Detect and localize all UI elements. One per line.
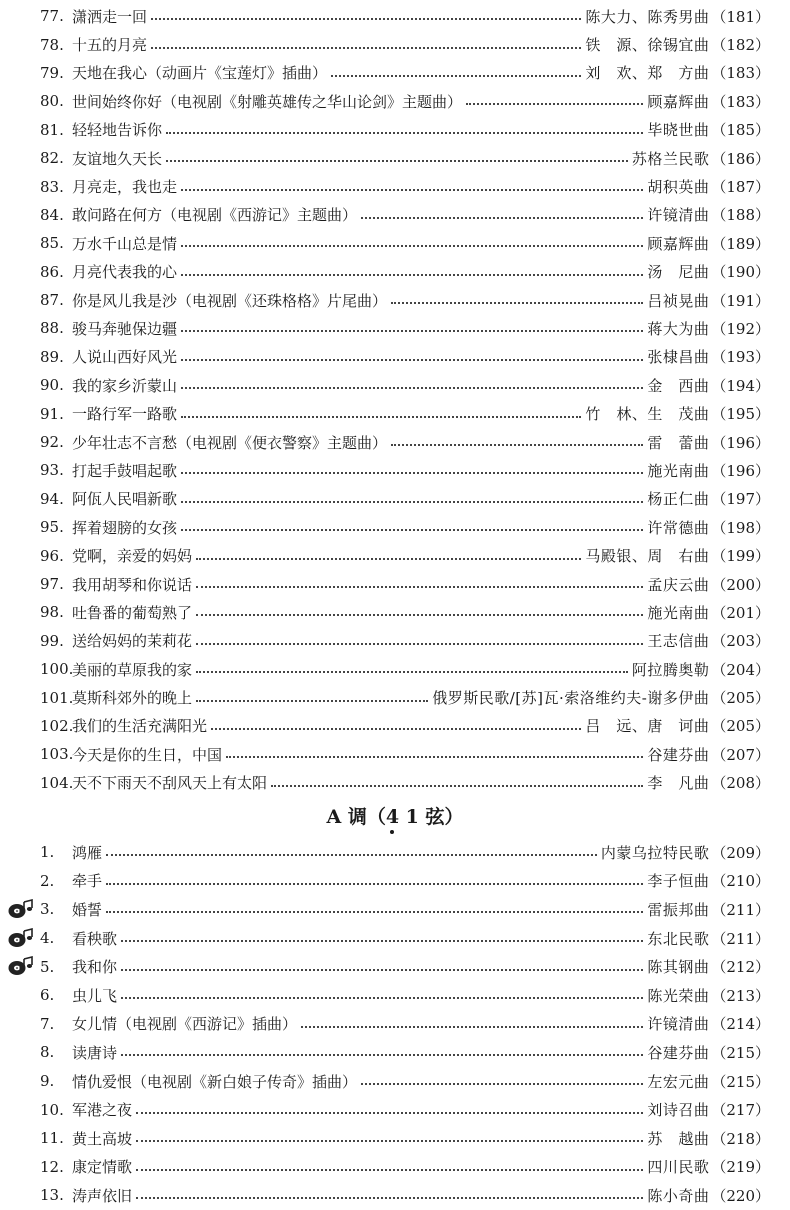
composer-credit: 吕祯晃曲 [647,291,710,310]
toc-entry[interactable] [0,1124,790,1153]
entry-number: 5. [40,957,55,976]
page-number: （186） [711,149,770,168]
toc-entry[interactable] [0,981,790,1010]
entry-body [72,1156,770,1177]
entry-number: 78. [40,35,64,54]
song-title: 我的家乡沂蒙山 [72,376,178,395]
song-title: 鸿雁 [72,843,103,862]
page-number: （196） [711,433,770,452]
toc-entry[interactable] [0,201,790,229]
dot-leader [196,643,643,645]
entry-body [72,403,770,424]
entry-number: 94. [40,489,64,508]
toc-entry[interactable] [0,838,790,867]
page-number: （215） [711,1043,770,1062]
composer-credit: 四川民歌 [647,1158,710,1177]
toc-entry[interactable] [0,1095,790,1124]
dot-leader [151,47,581,49]
section-heading-suffix: 弦） [418,806,464,828]
entry-body [72,659,770,680]
entry-number: 4. [40,929,55,948]
entry-number: 101. [40,688,74,707]
dot-leader [181,274,643,276]
entry-number: 79. [40,63,64,82]
song-title: 我用胡琴和你说话 [72,575,193,594]
toc-entry[interactable] [0,87,790,115]
dot-leader [181,529,643,531]
toc-entry[interactable] [0,683,790,711]
composer-credit: 李 凡曲 [647,774,710,793]
entry-number: 104. [40,773,74,792]
composer-credit: 顾嘉辉曲 [647,92,710,111]
dot-leader [136,1197,643,1199]
toc-entry[interactable] [0,371,790,399]
dot-leader [136,1169,643,1171]
song-title: 世间始终你好（电视剧《射雕英雄传之华山论剑》主题曲） [72,92,463,111]
composer-credit: 雷 蕾曲 [647,433,710,452]
song-title: 打起手鼓唱起歌 [72,461,178,480]
song-title: 月亮走，我也走 [72,178,178,197]
entry-body [72,870,770,891]
entry-body [72,715,770,736]
dot-leader [181,472,643,474]
dot-leader [226,756,643,758]
entry-number: 2. [40,871,55,890]
dot-leader [121,997,643,999]
toc-entry[interactable] [0,456,790,484]
dot-leader [121,1054,643,1056]
song-title: 人说山西好风光 [72,348,178,367]
toc-entry[interactable] [0,314,790,342]
composer-credit: 杨正仁曲 [647,490,710,509]
page-number: （191） [711,291,770,310]
dot-leader [271,785,643,787]
dot-leader [196,586,643,588]
page-number: （185） [711,121,770,140]
composer-credit: 施光南曲 [647,461,710,480]
toc-entry[interactable] [0,286,790,314]
dot-leader [106,911,643,913]
dot-leader [391,302,643,304]
entry-number: 77. [40,7,64,26]
song-title: 看秧歌 [72,929,118,948]
composer-credit: 铁 源、徐锡宜曲 [585,36,710,55]
toc-entry[interactable] [0,740,790,768]
composer-credit: 刘 欢、郑 方曲 [585,64,710,83]
song-title: 牵手 [72,872,103,891]
entry-body [72,985,770,1006]
song-title: 骏马奔驰保边疆 [72,319,178,338]
page-number: （201） [711,603,770,622]
low-octave-dot [390,830,394,834]
page-number: （207） [711,745,770,764]
page-number: （209） [711,843,770,862]
entry-number: 13. [40,1186,64,1205]
dot-leader [106,854,597,856]
entry-body [72,1099,770,1120]
entry-number: 85. [40,234,64,253]
entry-number: 99. [40,631,64,650]
entry-body [72,233,770,254]
entry-number: 82. [40,149,64,168]
entry-number: 9. [40,1072,55,1091]
toc-entry[interactable] [0,598,790,626]
page-number: （219） [711,1158,770,1177]
toc-entry[interactable] [0,144,790,172]
composer-credit: 金 西曲 [647,376,710,395]
composer-credit: 苏 越曲 [647,1129,710,1148]
song-title: 我们的生活充满阳光 [72,717,208,736]
entry-body [72,928,770,949]
entry-number: 8. [40,1043,55,1062]
entry-number: 98. [40,603,64,622]
entry-body [72,176,770,197]
toc-entry[interactable] [0,513,790,541]
page-number: （187） [711,178,770,197]
dot-leader [136,1140,643,1142]
section-heading-a-key [0,802,790,836]
toc-entry[interactable] [0,867,790,896]
entry-number: 11. [40,1129,64,1148]
page-number: （220） [711,1186,770,1205]
dot-leader [151,18,581,20]
song-title: 月亮代表我的心 [72,263,178,282]
disc-music-note-icon [8,899,36,919]
entry-body [72,346,770,367]
entry-body [72,432,770,453]
dot-leader [331,75,581,77]
dot-leader [181,359,643,361]
song-title: 十五的月亮 [72,36,148,55]
dot-leader [181,387,643,389]
page-number: （211） [711,900,770,919]
entry-body [72,687,770,708]
disc-music-note-icon [8,928,36,948]
toc-entry[interactable] [0,1153,790,1182]
page-number: （211） [711,929,770,948]
entry-body [72,574,770,595]
composer-credit: 蒋大为曲 [647,319,710,338]
entry-body [72,261,770,282]
toc-entry[interactable] [0,343,790,371]
page-number: （205） [711,689,770,708]
song-title: 一路行军一路歌 [72,405,178,424]
page-number: （208） [711,774,770,793]
dot-leader [361,1083,643,1085]
entry-number: 100. [40,660,74,679]
toc-entry[interactable] [0,712,790,740]
page-number: （195） [711,405,770,424]
composer-credit: 谷建芬曲 [647,745,710,764]
entry-body [72,842,770,863]
page-number: （193） [711,348,770,367]
toc-entry[interactable] [0,627,790,655]
song-title: 潇洒走一回 [72,7,148,26]
composer-credit: 雷振邦曲 [647,900,710,919]
entry-number: 92. [40,433,64,452]
entry-number: 93. [40,461,64,480]
dot-leader [196,671,628,673]
entry-number: 83. [40,177,64,196]
entry-number: 84. [40,205,64,224]
song-title: 今天是你的生日，中国 [72,745,223,764]
entry-body [72,488,770,509]
page-number: （203） [711,632,770,651]
dot-leader [466,103,643,105]
dot-leader [136,1112,643,1114]
song-title: 读唐诗 [72,1043,118,1062]
toc-entry[interactable] [0,59,790,87]
page-number: （190） [711,263,770,282]
song-title: 挥着翅膀的女孩 [72,518,178,537]
page-number: （212） [711,958,770,977]
entry-number: 90. [40,376,64,395]
dot-leader [196,614,643,616]
composer-credit: 李子恒曲 [647,872,710,891]
toc-entry[interactable] [0,541,790,569]
page-number: （192） [711,319,770,338]
song-title: 少年壮志不言愁（电视剧《便衣警察》主题曲） [72,433,388,452]
composer-credit: 王志信曲 [647,632,710,651]
entry-body [72,460,770,481]
song-title: 天不下雨天不刮风天上有太阳 [72,774,268,793]
composer-credit: 陈大力、陈秀男曲 [585,7,710,26]
page-number: （194） [711,376,770,395]
dot-leader [196,558,581,560]
composer-credit: 吕 远、唐 诃曲 [585,717,710,736]
page-number: （183） [711,92,770,111]
toc-entry[interactable] [0,399,790,427]
entry-number: 95. [40,518,64,537]
entry-body [72,1042,770,1063]
entry-body [72,148,770,169]
dot-leader [181,245,643,247]
dot-leader [181,189,643,191]
page-number: （188） [711,206,770,225]
composer-credit: 孟庆云曲 [647,575,710,594]
toc-entry[interactable] [0,570,790,598]
page-number: （210） [711,872,770,891]
dot-leader [361,217,643,219]
song-title: 党啊，亲爱的妈妈 [72,547,193,566]
toc-entry[interactable] [0,485,790,513]
entry-number: 12. [40,1157,64,1176]
song-title: 送给妈妈的茉莉花 [72,632,193,651]
composer-credit: 许镜清曲 [647,1015,710,1034]
entry-body [72,34,770,55]
song-title: 敢问路在何方（电视剧《西游记》主题曲） [72,206,358,225]
entry-body [72,899,770,920]
entry-body [72,1185,770,1206]
composer-credit: 竹 林、生 茂曲 [585,405,710,424]
toc-list-previous-section [0,2,790,797]
entry-number: 96. [40,546,64,565]
composer-credit: 陈其钢曲 [647,958,710,977]
toc-entry[interactable] [0,428,790,456]
dot-leader [181,501,643,503]
page-number: （196） [711,461,770,480]
page-number: （183） [711,64,770,83]
song-title: 吐鲁番的葡萄熟了 [72,603,193,622]
composer-credit: 胡积英曲 [647,178,710,197]
section-heading-prefix: A 调（ [326,806,386,828]
composer-credit: 汤 尼曲 [647,263,710,282]
composer-credit: 马殿银、周 右曲 [585,547,710,566]
section-heading-note: 1 [399,806,419,828]
page-number: （198） [711,518,770,537]
entry-body [72,630,770,651]
entry-number: 80. [40,92,64,111]
song-title: 莫斯科郊外的晚上 [72,689,193,708]
toc-entry[interactable] [0,116,790,144]
song-title: 康定情歌 [72,1158,133,1177]
dot-leader [166,132,643,134]
composer-credit: 俄罗斯民歌/[苏]瓦·索洛维约夫-谢多伊曲 [432,689,710,708]
entry-body [72,290,770,311]
entry-number: 91. [40,404,64,423]
page-number: （214） [711,1015,770,1034]
composer-credit: 东北民歌 [647,929,710,948]
composer-credit: 陈小奇曲 [647,1186,710,1205]
toc-entry[interactable] [0,1067,790,1096]
dot-leader [166,160,628,162]
section-heading-note-low: 4 [386,806,399,828]
page-number: （205） [711,717,770,736]
song-title: 轻轻地告诉你 [72,121,163,140]
song-title: 友谊地久天长 [72,149,163,168]
entry-body [72,318,770,339]
entry-body [72,204,770,225]
dot-leader [301,1026,643,1028]
composer-credit: 内蒙乌拉特民歌 [600,843,710,862]
song-title: 婚誓 [72,900,103,919]
entry-number: 89. [40,347,64,366]
toc-entry[interactable] [0,30,790,58]
entry-number: 3. [40,900,55,919]
song-title: 虫儿飞 [72,986,118,1005]
entry-body [72,602,770,623]
toc-entry[interactable] [0,924,790,953]
toc-entry[interactable] [0,655,790,683]
song-title: 天地在我心（动画片《宝莲灯》插曲） [72,64,328,83]
entry-number: 1. [40,843,55,862]
page-number: （199） [711,547,770,566]
composer-credit: 许镜清曲 [647,206,710,225]
toc-entry[interactable] [0,895,790,924]
song-title: 我和你 [72,958,118,977]
song-title: 阿佤人民唱新歌 [72,490,178,509]
entry-number: 86. [40,262,64,281]
dot-leader [391,444,643,446]
composer-credit: 刘诗召曲 [647,1101,710,1120]
song-title: 你是风儿我是沙（电视剧《还珠格格》片尾曲） [72,291,388,310]
page-number: （181） [711,7,770,26]
entry-number: 81. [40,120,64,139]
song-title: 美丽的草原我的家 [72,660,193,679]
toc-entry[interactable] [0,769,790,797]
entry-number: 10. [40,1100,64,1119]
toc-entry[interactable] [0,1038,790,1067]
entry-body [72,772,770,793]
entry-body [72,956,770,977]
toc-entry[interactable] [0,2,790,30]
toc-list-a-key [0,838,790,1210]
song-title: 女儿情（电视剧《西游记》插曲） [72,1015,298,1034]
composer-credit: 陈光荣曲 [647,986,710,1005]
entry-number: 103. [40,745,74,764]
toc-entry[interactable] [0,258,790,286]
toc-entry[interactable] [0,1181,790,1210]
entry-number: 97. [40,575,64,593]
disc-music-note-icon [8,956,36,976]
entry-body [72,1071,770,1092]
toc-entry[interactable] [0,172,790,200]
entry-number: 87. [40,291,64,310]
page-number: （218） [711,1129,770,1148]
entry-body [72,62,770,83]
composer-credit: 阿拉腾奥勒 [631,660,710,679]
entry-body [72,1128,770,1149]
composer-credit: 毕晓世曲 [647,121,710,140]
page-number: （182） [711,36,770,55]
song-title: 黄土高坡 [72,1129,133,1148]
entry-body [72,91,770,112]
entry-number: 102. [40,716,74,735]
song-title: 军港之夜 [72,1101,133,1120]
dot-leader [106,883,643,885]
composer-credit: 施光南曲 [647,603,710,622]
page-number: （215） [711,1072,770,1091]
entry-number: 6. [40,986,55,1005]
entry-number: 88. [40,319,64,338]
dot-leader [181,416,581,418]
toc-entry[interactable] [0,229,790,257]
song-title: 涛声依旧 [72,1186,133,1205]
entry-body [72,6,770,27]
page-number: （217） [711,1101,770,1120]
entry-number: 7. [40,1014,55,1033]
dot-leader [196,700,428,702]
entry-body [72,119,770,140]
song-title: 情仇爱恨（电视剧《新白娘子传奇》插曲） [72,1072,358,1091]
dot-leader [121,969,643,971]
entry-body [72,375,770,396]
entry-body [72,545,770,566]
entry-body [72,517,770,538]
page-number: （189） [711,234,770,253]
composer-credit: 左宏元曲 [647,1072,710,1091]
dot-leader [181,330,643,332]
composer-credit: 张棣昌曲 [647,348,710,367]
composer-credit: 苏格兰民歌 [631,149,710,168]
entry-body [72,744,770,765]
toc-entry[interactable] [0,1010,790,1039]
page-number: （200） [711,575,770,594]
composer-credit: 许常德曲 [647,518,710,537]
page-number: （197） [711,490,770,509]
composer-credit: 顾嘉辉曲 [647,234,710,253]
entry-body [72,1013,770,1034]
page-number: （204） [711,660,770,679]
composer-credit: 谷建芬曲 [647,1043,710,1062]
dot-leader [211,728,581,730]
song-title: 万水千山总是情 [72,234,178,253]
page-number: （213） [711,986,770,1005]
toc-entry[interactable] [0,952,790,981]
dot-leader [121,940,643,942]
